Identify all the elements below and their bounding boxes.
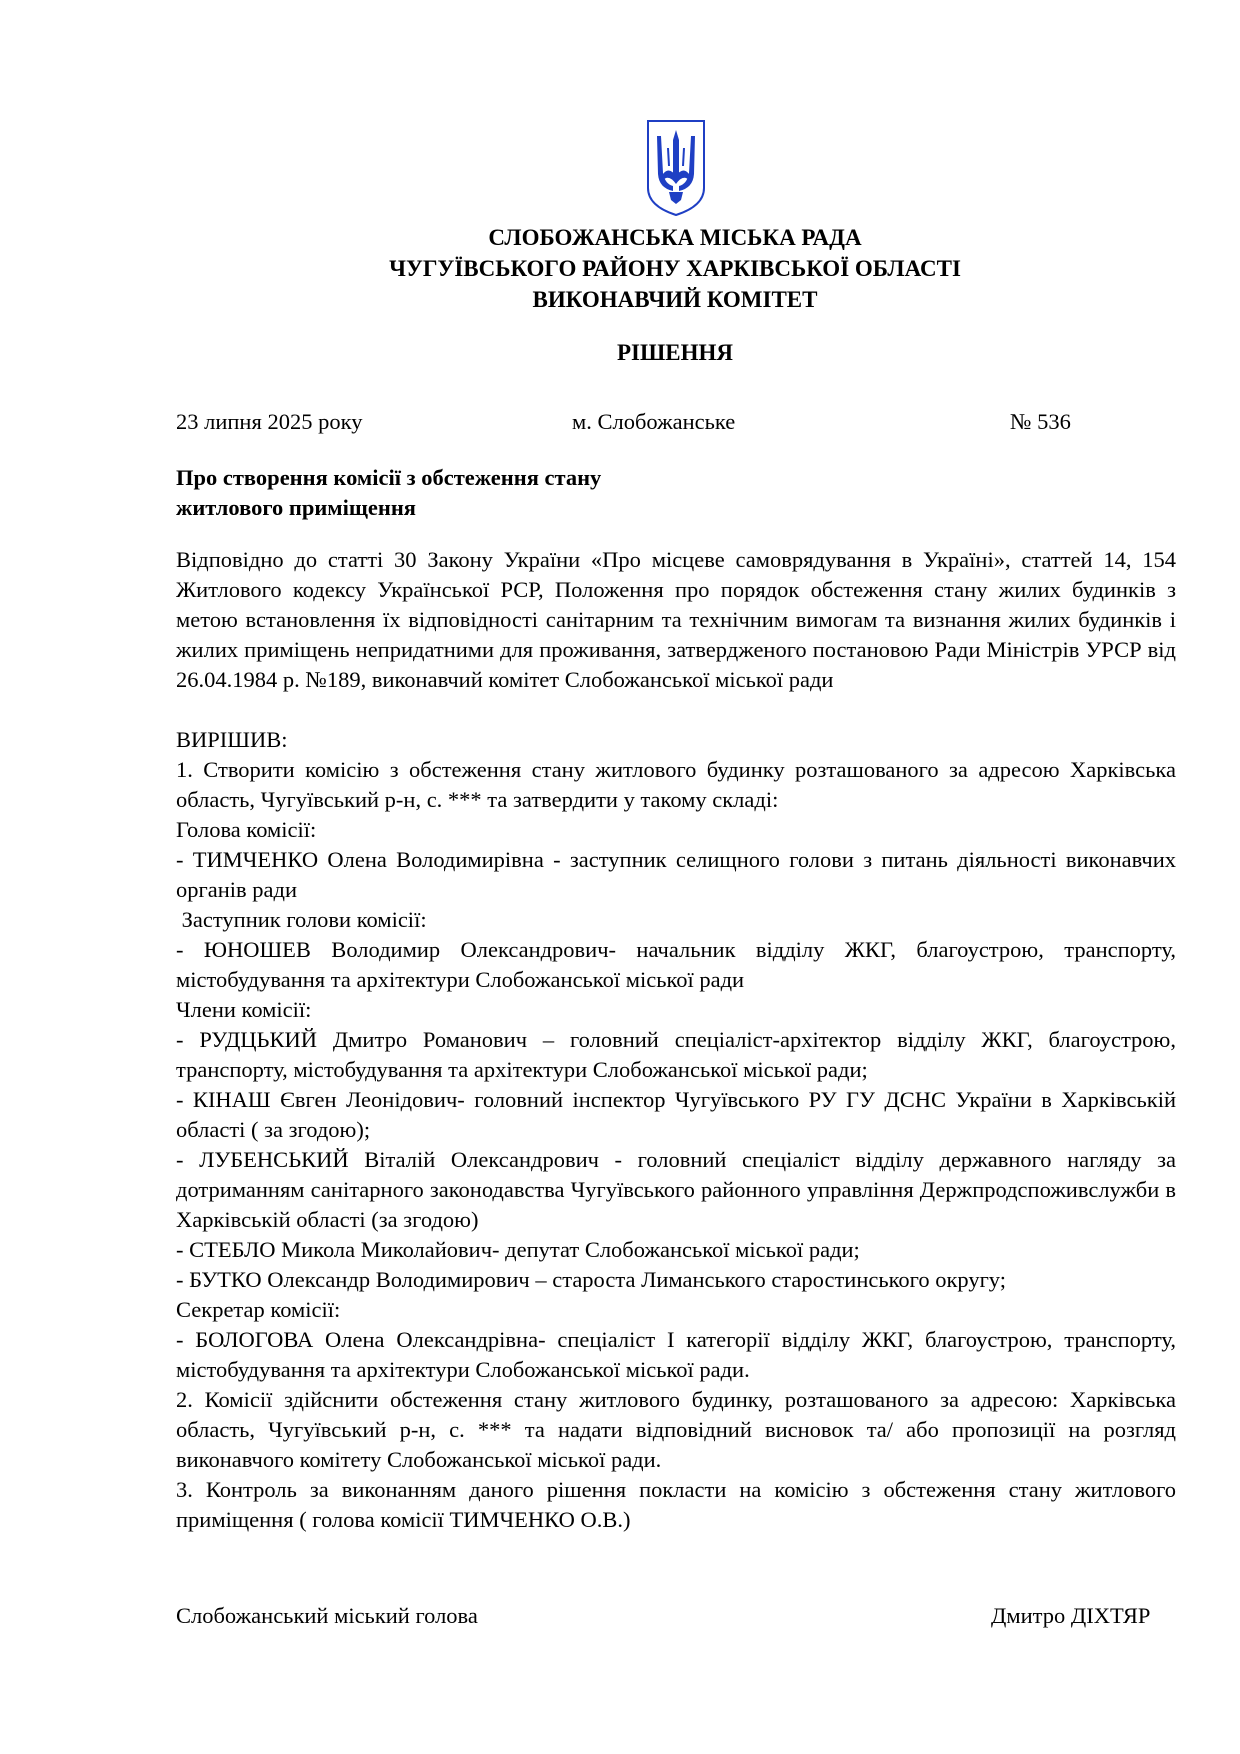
signature-title: Слобожанський міський голова (176, 1603, 478, 1628)
decided-heading: ВИРІШИВ: (176, 727, 288, 752)
resolution-item: - КІНАШ Євген Леонідович- головний інспектор Чугуївського РУ ГУ ДСНС України в Харківській області ( за згодою); (176, 1087, 1176, 1142)
resolution-item: - РУДЦЬКИЙ Дмитро Романович – головний спеціаліст-архітектор відділу ЖКГ, благоустрою, транспорту, містобудування та архітектури Слобожанської міської ради; (176, 1027, 1176, 1082)
document-place: м. Слобожанське (572, 409, 736, 434)
resolution-item: 2. Комісії здійснити обстеження стану житлового будинку, розташованого за адресою: Харківська область, Чугуївський р-н, с. *** та надати відповідний висновок та/ або пропозиції на розгляд виконавчого комітету Слобожанської міської ради. (176, 1387, 1176, 1472)
resolution-item: - ТИМЧЕНКО Олена Володимирівна - заступник селищного голови з питань діяльності виконавчих органів ради (176, 847, 1176, 902)
trident-coat-of-arms-icon (645, 118, 707, 218)
document-body (176, 545, 1176, 1535)
document-number: № 536 (1010, 409, 1071, 434)
document-type: РІШЕННЯ (617, 340, 733, 365)
header-committee: ВИКОНАВЧИЙ КОМІТЕТ (532, 287, 818, 312)
resolution-item: - ЛУБЕНСЬКИЙ Віталій Олександрович - головний спеціаліст відділу державного нагляду за дотриманням санітарного законодавства Чугуївського районного управління Держпродспоживслужби в Харківській області (за згодою) (176, 1147, 1176, 1232)
document-date: 23 липня 2025 року (176, 409, 363, 434)
preamble-paragraph: Відповідно до статті 30 Закону України «Про місцеве самоврядування в Україні», статтей 14, 154 Житлового кодексу Української РСР, Положення про порядок обстеження стану жилих будинків з метою встановлення їх відповідності санітарним та технічним вимогам та визнання жилих будинків і жилих приміщень непридатними для проживання, затвердженого постановою Ради Міністрів УРСР від 26.04.1984 р. №189, виконавчий комітет Слобожанської міської ради (176, 547, 1176, 692)
resolution-item: - БУТКО Олександр Володимирович – староста Лиманського старостинського округу; (176, 1267, 1007, 1292)
resolution-item: - ЮНОШЕВ Володимир Олександрович- начальник відділу ЖКГ, благоустрою, транспорту, містобудування та архітектури Слобожанської міської ради (176, 937, 1176, 992)
header-district: ЧУГУЇВСЬКОГО РАЙОНУ ХАРКІВСЬКОЇ ОБЛАСТІ (389, 256, 961, 281)
resolution-item: - СТЕБЛО Микола Миколайович- депутат Слобожанської міської ради; (176, 1237, 860, 1262)
authority-header (160, 222, 1190, 315)
resolution-item: Голова комісії: (176, 817, 317, 842)
subject-line-2: житлового приміщення (176, 495, 416, 520)
subject-line-1: Про створення комісії з обстеження стану (176, 465, 602, 490)
resolution-item: Члени комісії: (176, 997, 312, 1022)
resolution-item: Секретар комісії: (176, 1297, 341, 1322)
signature-name: Дмитро ДІХТЯР (991, 1603, 1151, 1628)
document-subject (176, 463, 601, 523)
resolution-item: 3. Контроль за виконанням даного рішення покласти на комісію з обстеження стану житлового приміщення ( голова комісії ТИМЧЕНКО О.В.) (176, 1477, 1176, 1532)
resolution-item: 1. Створити комісію з обстеження стану житлового будинку розташованого за адресою Харківська область, Чугуївський р-н, с. *** та затвердити у такому складі: (176, 757, 1176, 812)
resolution-item: - БОЛОГОВА Олена Олександрівна- спеціаліст І категорії відділу ЖКГ, благоустрою, транспорту, містобудування та архітектури Слобожанської міської ради. (176, 1327, 1176, 1382)
header-council-name: СЛОБОЖАНСЬКА МІСЬКА РАДА (488, 225, 862, 250)
resolution-item: Заступник голови комісії: (176, 907, 427, 932)
